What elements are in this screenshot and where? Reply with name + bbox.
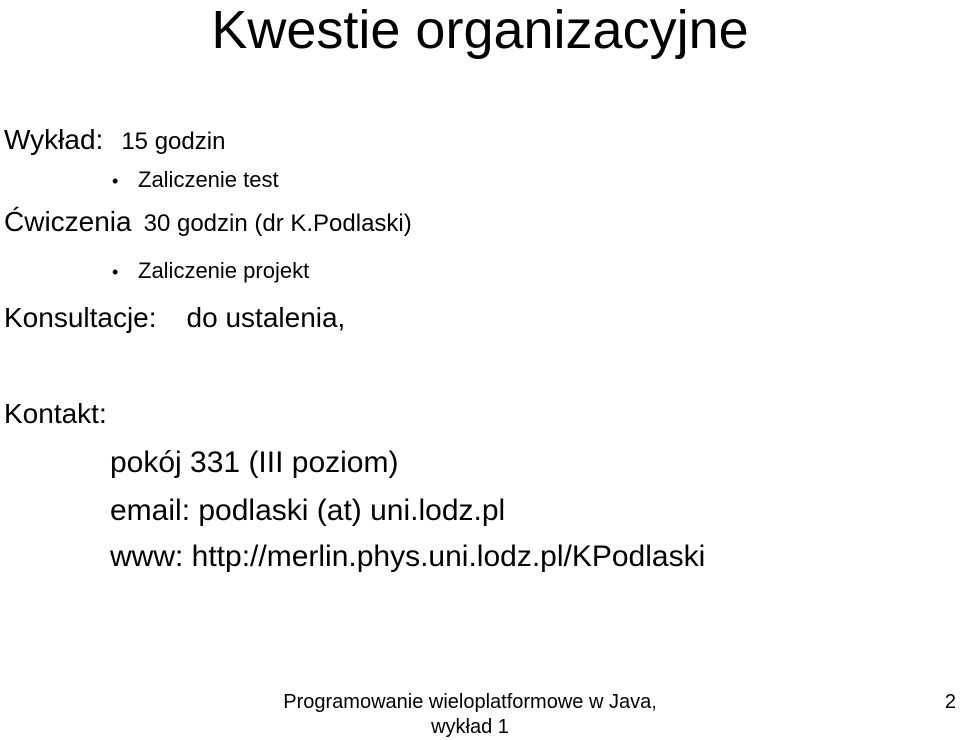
kontakt-room: pokój 331 (III poziom) [110, 446, 399, 479]
cwiczenia-label: Ćwiczenia [4, 206, 132, 237]
wyklad-bullet-item [112, 167, 279, 193]
wyklad-row [4, 124, 225, 156]
footer-course-title: Programowanie wieloplatformowe w Java, [283, 691, 657, 713]
slide-title: Kwestie organizacyjne [211, 0, 749, 60]
page-number: 2 [944, 691, 956, 713]
wyklad-value: 15 godzin [121, 128, 226, 155]
kontakt-www: www: http://merlin.phys.uni.lodz.pl/KPodlaski [110, 540, 706, 573]
kontakt-email: email: podlaski (at) uni.lodz.pl [110, 494, 506, 527]
konsultacje-row [4, 302, 345, 334]
cwiczenia-bullet-item [112, 258, 309, 284]
bullet-icon: • [112, 262, 119, 282]
cwiczenia-row [4, 206, 412, 238]
wyklad-label: Wykład: [4, 124, 104, 155]
konsultacje-value: do ustalenia, [186, 302, 346, 333]
konsultacje-label: Konsultacje: [4, 302, 157, 333]
footer-lecture: wykład 1 [431, 716, 509, 738]
wyklad-bullet-text: Zaliczenie test [138, 167, 279, 192]
cwiczenia-bullet-text: Zaliczenie projekt [138, 258, 310, 283]
bullet-icon: • [112, 171, 119, 191]
cwiczenia-value: 30 godzin (dr K.Podlaski) [143, 210, 412, 237]
kontakt-label: Kontakt: [4, 398, 107, 429]
